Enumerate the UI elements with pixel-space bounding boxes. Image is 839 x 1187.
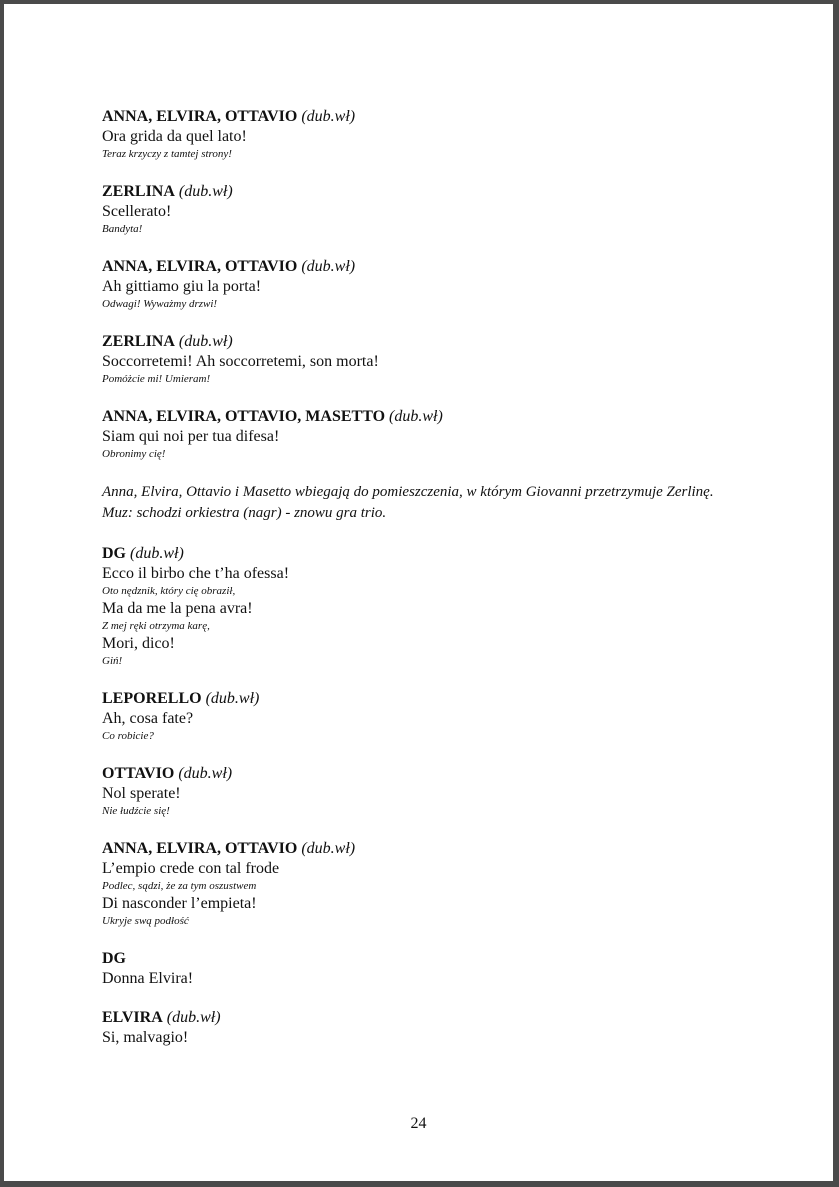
stage-direction xyxy=(102,482,782,524)
stage-direction-line: Anna, Elvira, Ottavio i Masetto wbiegają do pomieszczenia, w którym Giovanni przetrzymuje Zerlinę. xyxy=(102,484,714,500)
speaker-name: DG xyxy=(102,950,126,967)
dialogue-block xyxy=(102,689,782,744)
libretto-content xyxy=(102,107,782,1067)
speaker-name: ANNA, ELVIRA, OTTAVIO, MASETTO xyxy=(102,408,386,425)
speaker-note: (dub.wł) xyxy=(178,765,233,782)
speaker-line xyxy=(102,407,782,427)
speaker-name: ANNA, ELVIRA, OTTAVIO xyxy=(102,840,298,857)
translation-line: Pomóżcie mi! Umieram! xyxy=(102,373,211,385)
sung-line: Siam qui noi per tua difesa! xyxy=(102,428,280,445)
sung-line: Soccorretemi! Ah soccorretemi, son morta! xyxy=(102,353,379,370)
translation-line: Nie łudźcie się! xyxy=(102,805,170,817)
translation-line: Obronimy cię! xyxy=(102,448,166,460)
sung-line: Mori, dico! xyxy=(102,635,175,652)
speaker-line xyxy=(102,332,782,352)
dialogue-block xyxy=(102,332,782,387)
speaker-line xyxy=(102,182,782,202)
speaker-note: (dub.wł) xyxy=(178,333,233,350)
dialogue-block xyxy=(102,949,782,988)
sung-line: L’empio crede con tal frode xyxy=(102,860,280,877)
speaker-note: (dub.wł) xyxy=(389,408,443,425)
speaker-name: ZERLINA xyxy=(102,183,175,200)
dialogue-block xyxy=(102,407,782,462)
sung-line: Ah gittiamo giu la porta! xyxy=(102,278,262,295)
sung-line: Si, malvagio! xyxy=(102,1029,189,1046)
speaker-note: (dub.wł) xyxy=(205,690,260,707)
speaker-note: (dub.wł) xyxy=(301,840,356,857)
translation-line: Z mej ręki otrzyma karę, xyxy=(102,620,210,632)
speaker-line xyxy=(102,839,782,859)
speaker-line xyxy=(102,689,782,709)
speaker-line xyxy=(102,949,782,969)
speaker-name: DG xyxy=(102,545,126,562)
dialogue-block xyxy=(102,107,782,162)
speaker-name: ELVIRA xyxy=(102,1009,163,1026)
sung-line: Di nasconder l’empieta! xyxy=(102,895,257,912)
speaker-note: (dub.wł) xyxy=(166,1009,221,1026)
speaker-name: OTTAVIO xyxy=(102,765,175,782)
page-number: 24 xyxy=(410,1115,427,1132)
speaker-name: ZERLINA xyxy=(102,333,175,350)
translation-line: Ukryje swą podłość xyxy=(102,915,189,927)
speaker-line xyxy=(102,764,782,784)
sung-line: Ora grida da quel lato! xyxy=(102,128,247,145)
dialogue-block xyxy=(102,544,782,669)
stage-direction-line: Muz: schodzi orkiestra (nagr) - znowu gra trio. xyxy=(102,505,387,521)
sung-line: Scellerato! xyxy=(102,203,172,220)
sung-line: Ecco il birbo che t’ha ofessa! xyxy=(102,565,290,582)
speaker-note: (dub.wł) xyxy=(178,183,233,200)
translation-line: Giń! xyxy=(102,655,123,667)
translation-line: Podlec, sądzi, że za tym oszustwem xyxy=(102,880,257,892)
sung-line: Ma da me la pena avra! xyxy=(102,600,253,617)
dialogue-block xyxy=(102,839,782,929)
sung-line: Donna Elvira! xyxy=(102,970,194,987)
dialogue-block xyxy=(102,1008,782,1047)
document-page xyxy=(4,4,833,1181)
speaker-note: (dub.wł) xyxy=(301,258,356,275)
sung-line: Ah, cosa fate? xyxy=(102,710,194,727)
translation-line: Co robicie? xyxy=(102,730,154,742)
speaker-line xyxy=(102,1008,782,1028)
translation-line: Teraz krzyczy z tamtej strony! xyxy=(102,148,232,160)
speaker-line xyxy=(102,257,782,277)
translation-line: Odwagi! Wyważmy drzwi! xyxy=(102,298,218,310)
dialogue-block xyxy=(102,182,782,237)
speaker-name: LEPORELLO xyxy=(102,690,202,707)
speaker-name: ANNA, ELVIRA, OTTAVIO xyxy=(102,108,298,125)
speaker-line xyxy=(102,544,782,564)
translation-line: Oto nędznik, który cię obraził, xyxy=(102,585,236,597)
dialogue-block xyxy=(102,257,782,312)
speaker-note: (dub.wł) xyxy=(130,545,184,562)
speaker-name: ANNA, ELVIRA, OTTAVIO xyxy=(102,258,298,275)
speaker-note: (dub.wł) xyxy=(301,108,356,125)
translation-line: Bandyta! xyxy=(102,223,143,235)
sung-line: Nol sperate! xyxy=(102,785,181,802)
dialogue-block xyxy=(102,764,782,819)
speaker-line xyxy=(102,107,782,127)
